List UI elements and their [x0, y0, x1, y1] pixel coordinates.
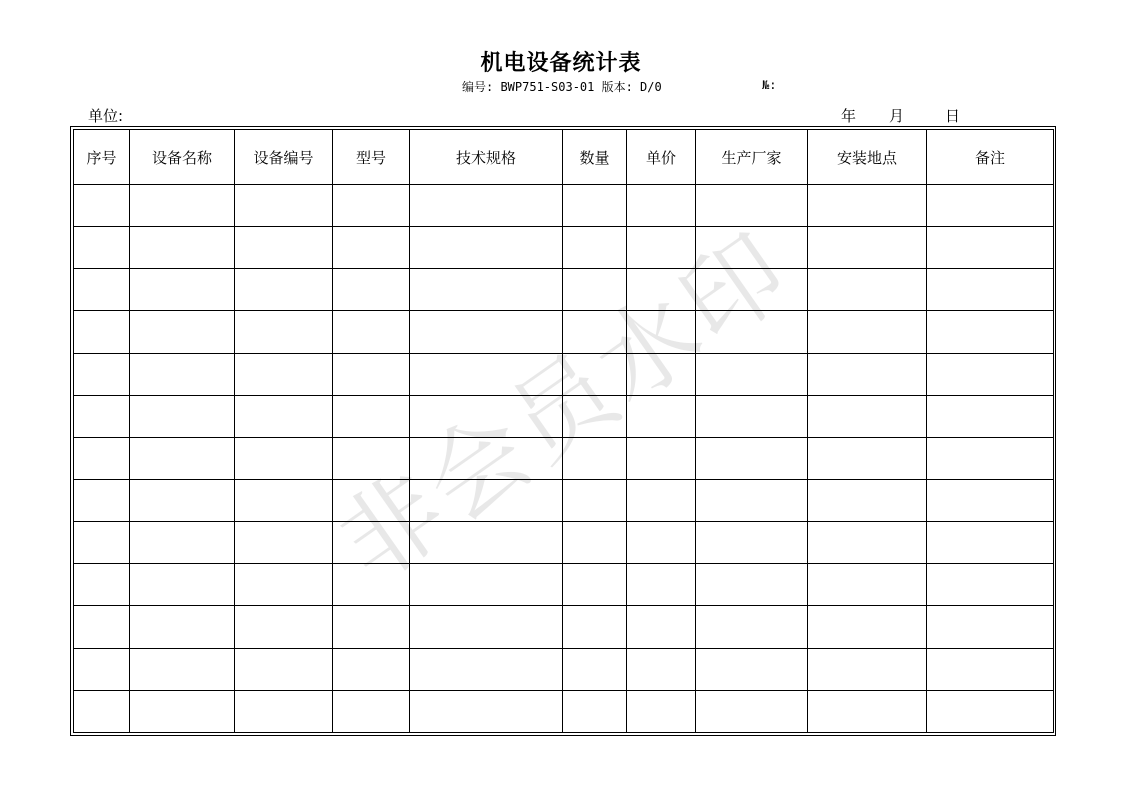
header-install-location: 安装地点 [808, 130, 927, 185]
table-cell[interactable] [808, 690, 927, 732]
equipment-table [73, 129, 1054, 733]
table-cell[interactable] [410, 311, 563, 353]
table-cell[interactable] [333, 269, 410, 311]
table-cell[interactable] [333, 353, 410, 395]
table-body [74, 185, 1054, 733]
table-cell[interactable] [74, 606, 130, 648]
table-cell[interactable] [410, 479, 563, 521]
table-cell[interactable] [333, 479, 410, 521]
table-cell[interactable] [410, 522, 563, 564]
table-cell[interactable] [627, 269, 696, 311]
table-header-row [74, 130, 1054, 185]
table-cell[interactable] [696, 690, 808, 732]
table-cell[interactable] [410, 648, 563, 690]
table-cell[interactable] [410, 269, 563, 311]
unit-label: 单位: [88, 107, 124, 125]
table-cell[interactable] [130, 522, 235, 564]
table-cell[interactable] [696, 437, 808, 479]
header-quantity: 数量 [563, 130, 627, 185]
table-cell[interactable] [235, 522, 333, 564]
table-cell[interactable] [563, 311, 627, 353]
table-cell[interactable] [927, 479, 1054, 521]
table-cell[interactable] [130, 479, 235, 521]
date-year-label: 年 [841, 107, 857, 125]
table-cell[interactable] [74, 227, 130, 269]
table-row [74, 269, 1054, 311]
table-row [74, 437, 1054, 479]
table-cell[interactable] [235, 479, 333, 521]
header-manufacturer: 生产厂家 [696, 130, 808, 185]
table-cell[interactable] [130, 437, 235, 479]
table-cell[interactable] [927, 606, 1054, 648]
table-row [74, 522, 1054, 564]
table-cell[interactable] [74, 185, 130, 227]
table-cell[interactable] [563, 690, 627, 732]
table-cell[interactable] [808, 269, 927, 311]
table-cell[interactable] [627, 479, 696, 521]
table-cell[interactable] [808, 564, 927, 606]
table-cell[interactable] [696, 522, 808, 564]
table-cell[interactable] [627, 185, 696, 227]
table-cell[interactable] [410, 395, 563, 437]
table-cell[interactable] [696, 185, 808, 227]
header-equipment-name: 设备名称 [130, 130, 235, 185]
table-cell[interactable] [333, 648, 410, 690]
table-cell[interactable] [808, 353, 927, 395]
table-cell[interactable] [235, 311, 333, 353]
table-cell[interactable] [563, 395, 627, 437]
table-cell[interactable] [74, 311, 130, 353]
table-cell[interactable] [627, 648, 696, 690]
table-cell[interactable] [808, 479, 927, 521]
table-cell[interactable] [927, 227, 1054, 269]
table-cell[interactable] [927, 311, 1054, 353]
table-cell[interactable] [410, 185, 563, 227]
table-cell[interactable] [927, 437, 1054, 479]
table-cell[interactable] [333, 564, 410, 606]
table-cell[interactable] [927, 395, 1054, 437]
table-cell[interactable] [235, 185, 333, 227]
table-cell[interactable] [74, 269, 130, 311]
table-cell[interactable] [410, 437, 563, 479]
document-number-label: №: [762, 78, 777, 92]
table-cell[interactable] [563, 269, 627, 311]
table-cell[interactable] [333, 437, 410, 479]
table-cell[interactable] [696, 606, 808, 648]
table-cell[interactable] [130, 648, 235, 690]
table-cell[interactable] [235, 606, 333, 648]
table-cell[interactable] [410, 564, 563, 606]
table-cell[interactable] [74, 437, 130, 479]
table-cell[interactable] [74, 690, 130, 732]
table-cell[interactable] [627, 564, 696, 606]
table-cell[interactable] [235, 690, 333, 732]
table-cell[interactable] [696, 353, 808, 395]
table-cell[interactable] [627, 522, 696, 564]
table-cell[interactable] [808, 606, 927, 648]
header-equipment-number: 设备编号 [235, 130, 333, 185]
table-cell[interactable] [696, 564, 808, 606]
table-cell[interactable] [74, 648, 130, 690]
table-cell[interactable] [808, 185, 927, 227]
table-cell[interactable] [130, 185, 235, 227]
table-cell[interactable] [563, 522, 627, 564]
table-cell[interactable] [235, 395, 333, 437]
table-cell[interactable] [696, 269, 808, 311]
header-serial-number: 序号 [74, 130, 130, 185]
table-cell[interactable] [927, 269, 1054, 311]
table-cell[interactable] [235, 353, 333, 395]
table-cell[interactable] [333, 522, 410, 564]
table-cell[interactable] [235, 437, 333, 479]
header-remarks: 备注 [927, 130, 1054, 185]
table-cell[interactable] [927, 564, 1054, 606]
table-cell[interactable] [808, 437, 927, 479]
table-cell[interactable] [627, 311, 696, 353]
table-row [74, 353, 1054, 395]
table-row [74, 606, 1054, 648]
table-cell[interactable] [696, 227, 808, 269]
table-cell[interactable] [74, 395, 130, 437]
table-row [74, 479, 1054, 521]
table-cell[interactable] [333, 690, 410, 732]
watermark: 非会员水印 [318, 209, 812, 605]
table-cell[interactable] [563, 479, 627, 521]
table-cell[interactable] [130, 690, 235, 732]
table-row [74, 648, 1054, 690]
table-cell[interactable] [927, 353, 1054, 395]
table-cell[interactable] [927, 185, 1054, 227]
table-cell[interactable] [130, 227, 235, 269]
table-cell[interactable] [235, 564, 333, 606]
table-cell[interactable] [235, 269, 333, 311]
table-cell[interactable] [130, 606, 235, 648]
table-cell[interactable] [627, 606, 696, 648]
table-cell[interactable] [563, 606, 627, 648]
table-cell[interactable] [410, 690, 563, 732]
table-row [74, 564, 1054, 606]
table-cell[interactable] [563, 185, 627, 227]
table-cell[interactable] [235, 227, 333, 269]
table-cell[interactable] [627, 395, 696, 437]
table-cell[interactable] [563, 227, 627, 269]
table-cell[interactable] [130, 353, 235, 395]
table-row [74, 185, 1054, 227]
table-row [74, 395, 1054, 437]
table-cell[interactable] [808, 395, 927, 437]
table-cell[interactable] [808, 522, 927, 564]
table-cell[interactable] [410, 227, 563, 269]
table-cell[interactable] [74, 479, 130, 521]
table-row [74, 690, 1054, 732]
table-cell[interactable] [563, 353, 627, 395]
table-cell[interactable] [563, 564, 627, 606]
date-day-label: 日 [945, 107, 961, 125]
table-cell[interactable] [627, 690, 696, 732]
table-cell[interactable] [927, 648, 1054, 690]
table-cell[interactable] [333, 311, 410, 353]
table-cell[interactable] [235, 648, 333, 690]
table-cell[interactable] [808, 648, 927, 690]
table-cell[interactable] [74, 353, 130, 395]
table-cell[interactable] [410, 353, 563, 395]
table-cell[interactable] [74, 564, 130, 606]
table-cell[interactable] [333, 606, 410, 648]
table-cell[interactable] [808, 311, 927, 353]
equipment-table-frame [70, 126, 1056, 736]
table-cell[interactable] [696, 648, 808, 690]
header-model: 型号 [333, 130, 410, 185]
table-cell[interactable] [808, 227, 927, 269]
table-cell[interactable] [130, 564, 235, 606]
date-month-label: 月 [889, 107, 905, 125]
table-cell[interactable] [927, 690, 1054, 732]
table-cell[interactable] [927, 522, 1054, 564]
table-cell[interactable] [696, 479, 808, 521]
table-cell[interactable] [333, 227, 410, 269]
table-row [74, 311, 1054, 353]
table-cell[interactable] [333, 185, 410, 227]
table-cell[interactable] [410, 606, 563, 648]
table-row [74, 227, 1054, 269]
table-cell[interactable] [696, 311, 808, 353]
table-cell[interactable] [563, 648, 627, 690]
table-cell[interactable] [130, 311, 235, 353]
table-cell[interactable] [696, 395, 808, 437]
table-cell[interactable] [627, 227, 696, 269]
table-cell[interactable] [130, 395, 235, 437]
table-cell[interactable] [333, 395, 410, 437]
table-cell[interactable] [130, 269, 235, 311]
table-cell[interactable] [627, 353, 696, 395]
table-cell[interactable] [74, 522, 130, 564]
table-cell[interactable] [563, 437, 627, 479]
header-technical-spec: 技术规格 [410, 130, 563, 185]
document-title: 机电设备统计表 [480, 50, 642, 76]
header-unit-price: 单价 [627, 130, 696, 185]
table-cell[interactable] [627, 437, 696, 479]
document-code-version: 编号: BWP751-S03-01 版本: D/0 [462, 80, 662, 94]
